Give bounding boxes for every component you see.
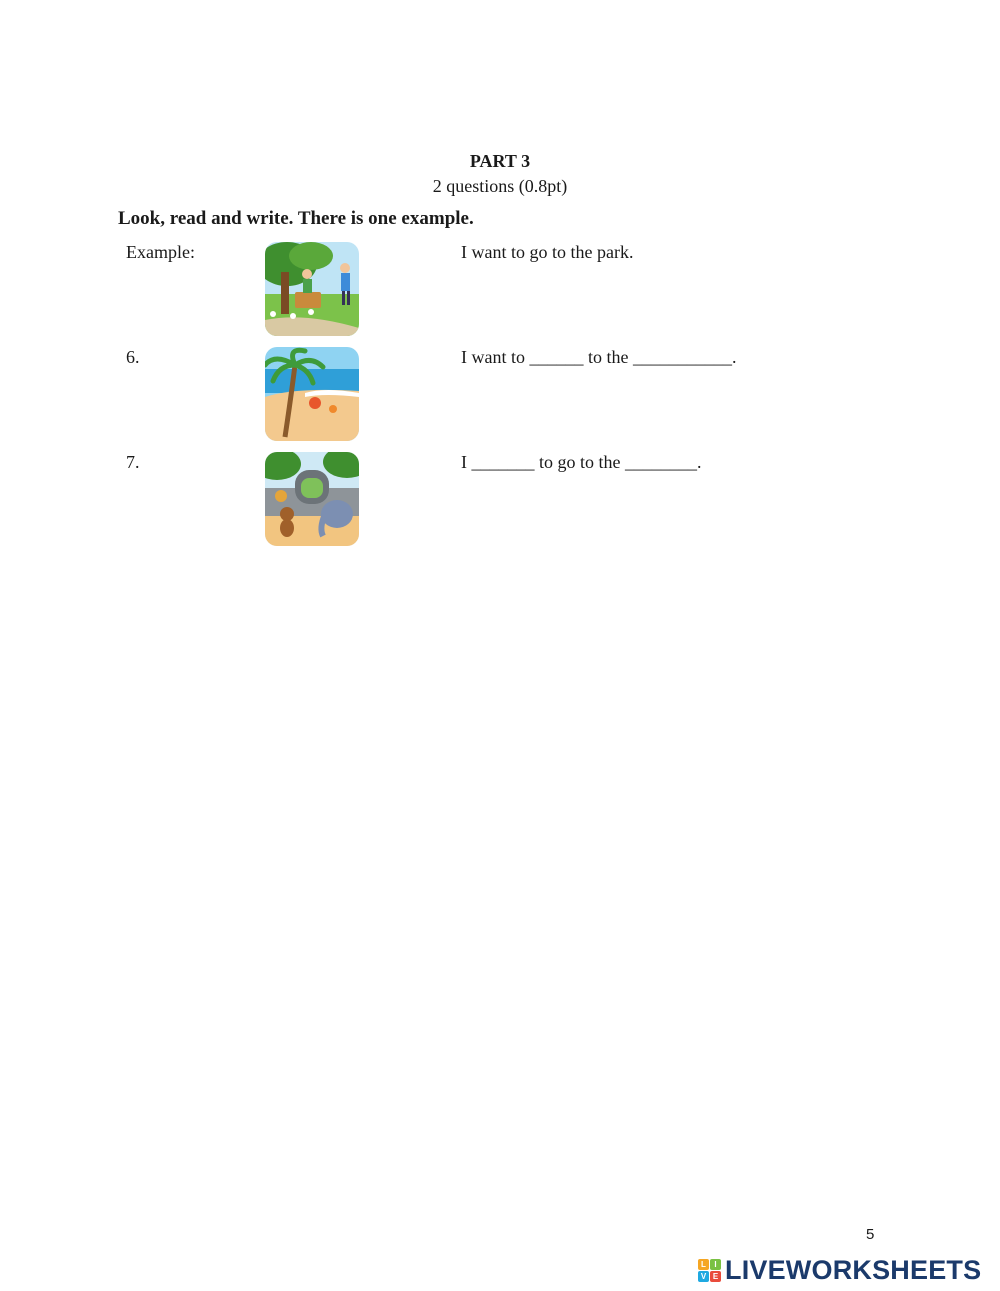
logo-letter: L <box>698 1259 709 1270</box>
example-label: Example: <box>126 242 195 262</box>
instruction: Look, read and write. There is one example. <box>118 208 474 229</box>
logo-letter: I <box>710 1259 721 1270</box>
liveworksheets-logo <box>698 1254 981 1286</box>
question-7-sentence: I _______ to go to the ________. <box>461 452 702 472</box>
question-6-label: 6. <box>126 347 140 367</box>
beach-scene-icon <box>265 347 359 441</box>
logo-grid-icon <box>698 1259 721 1282</box>
zoo-scene-icon <box>265 452 359 546</box>
logo-letter: V <box>698 1271 709 1282</box>
part-subtitle: 2 questions (0.8pt) <box>432 176 568 196</box>
page-number: 5 <box>866 1226 875 1243</box>
logo-letter: E <box>710 1271 721 1282</box>
example-sentence: I want to go to the park. <box>461 242 634 262</box>
park-scene-icon <box>265 242 359 336</box>
question-6-sentence: I want to ______ to the ___________. <box>461 347 737 367</box>
question-7-label: 7. <box>126 452 140 472</box>
part-title: PART 3 <box>469 151 531 171</box>
logo-text: LIVEWORKSHEETS <box>725 1254 982 1285</box>
